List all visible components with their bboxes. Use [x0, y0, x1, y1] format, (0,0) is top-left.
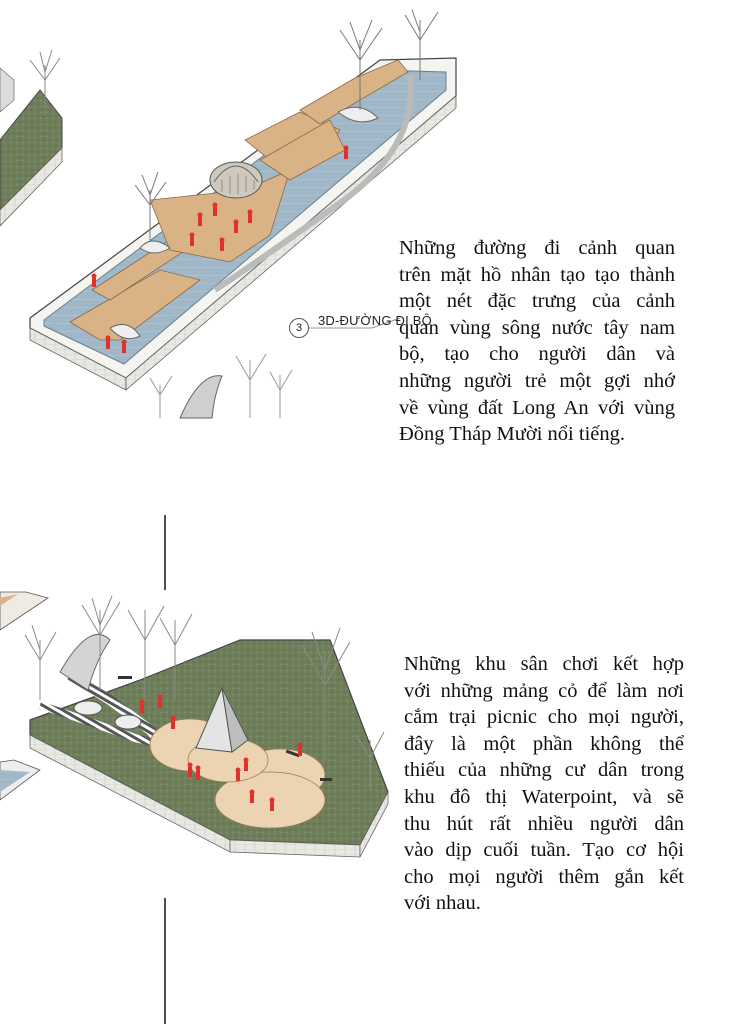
walkway-3d-drawing [30, 10, 456, 390]
text-line: đây là một phần không thể [404, 732, 684, 755]
drawing-title-label: 3D-ĐƯỜNG ĐI BỘ [318, 313, 432, 328]
drawing-number-badge: 3 [289, 318, 309, 338]
text-line: Những đường đi cảnh quan [399, 237, 675, 259]
text-line: khu đô thị Waterpoint, và sẽ [404, 785, 684, 808]
text-line: những người trẻ một gợi nhớ [399, 369, 675, 392]
text-line: quan vùng sông nước tây nam [399, 316, 675, 339]
fragment-mid-left [0, 592, 48, 800]
fragment-top-left [0, 50, 62, 226]
paragraph-playground [404, 651, 684, 917]
text-line: thiếu của những cư dân trong [404, 759, 684, 782]
text-line: vào dịp cuối tuần. Tạo cơ hội [404, 839, 684, 862]
text-line: một nét đặc trưng của cảnh [399, 290, 675, 313]
text-line: về vùng đất Long An với vùng [399, 396, 675, 419]
text-line: với nhau. [404, 892, 481, 915]
paragraph-walkway [399, 235, 675, 448]
text-line: thu hút rất nhiều người dân [404, 812, 684, 835]
text-line: trên mặt hồ nhân tạo tạo thành [399, 263, 675, 286]
text-line: cắm trại picnic cho mọi người, [404, 706, 684, 729]
text-line: Những khu sân chơi kết hợp [404, 653, 684, 675]
fragment-pavilion [150, 354, 292, 418]
text-line: Đồng Tháp Mười nổi tiếng. [399, 423, 625, 446]
text-line: bộ, tạo cho người dân và [399, 343, 675, 366]
text-line: cho mọi người thêm gắn kết [404, 865, 684, 888]
text-line: với những mảng cỏ để làm nơi [404, 679, 684, 702]
playground-3d-drawing [25, 596, 388, 857]
